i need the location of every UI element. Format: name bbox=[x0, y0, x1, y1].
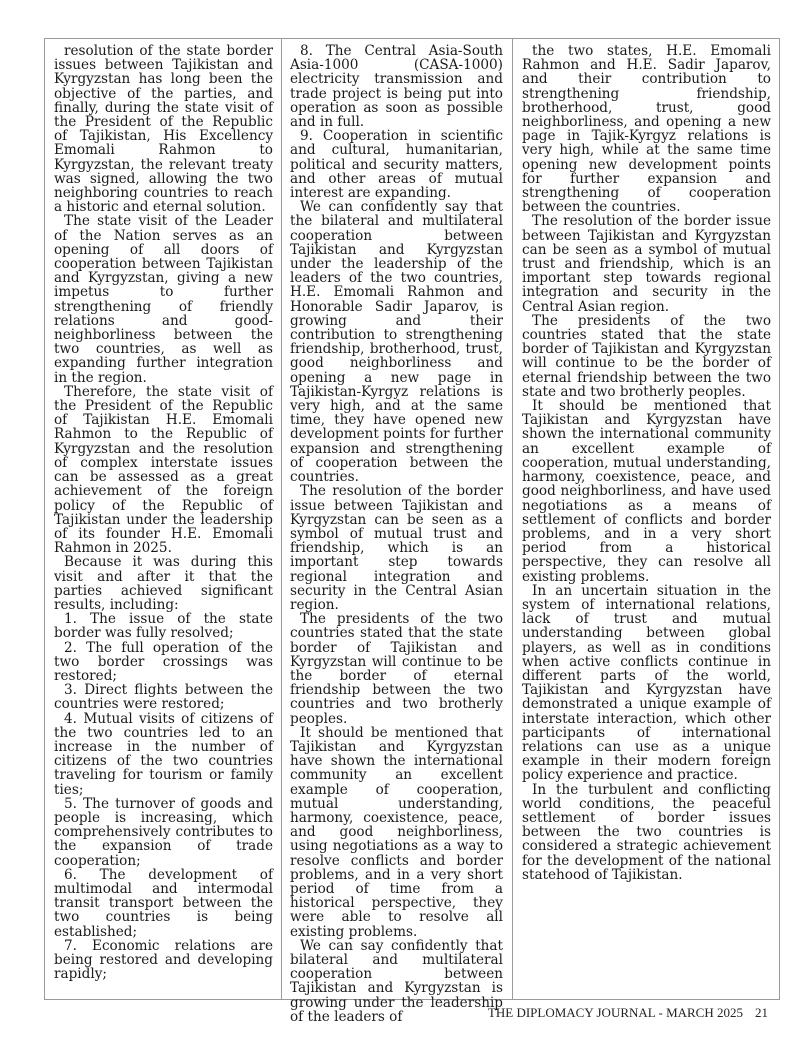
paragraph: 3. Direct flights between the countries were restored; bbox=[54, 682, 273, 713]
page-number: 21 bbox=[755, 1005, 768, 1020]
paragraph: 6. The development of multimodal and intermodal transit transport between the two countries is being established; bbox=[54, 866, 273, 940]
journal-title: THE DIPLOMACY JOURNAL - MARCH 2025 bbox=[487, 1005, 743, 1020]
paragraph: 5. The turnover of goods and people is increasing, which comprehensively contributes to the expansion of trade cooperation; bbox=[54, 795, 273, 869]
paragraph: 8. The Central Asia-South Asia-1000 (CASA-1000) electricity transmission and trade project is being put into operation as soon as possible and in full. bbox=[290, 43, 503, 131]
paragraph: In an uncertain situation in the system of international relations, lack of trust and mutual understanding between global players, as well as in conditions when active conflicts continue in different parts of the world, Tajikistan and Kyrgyzstan have demonstrated a unique example of interstate interaction, which other participants of international relations can use as a unique example in their modern foreign policy experience and practice. bbox=[522, 582, 771, 784]
paragraph: Because it was during this visit and after it that the parties achieved significant results, including: bbox=[54, 554, 273, 613]
text-column-1 bbox=[54, 44, 273, 996]
paragraph: The presidents of the two countries stated that the state border of Tajikistan and Kyrgyzstan will continue to be the border of eternal friendship between the two state and two brotherly peoples. bbox=[522, 312, 771, 400]
paragraph: The presidents of the two countries stated that the state border of Tajikistan and Kyrgyzstan will continue to be the border of eternal friendship between the two countries and two brotherly peoples. bbox=[290, 611, 503, 727]
paragraph: 9. Cooperation in scientific and cultural, humanitarian, political and security matters, and other areas of mutual interest are expanding. bbox=[290, 128, 503, 202]
paragraph: In the turbulent and conflicting world conditions, the peaceful settlement of border issues between the two countries is considered a strategic achievement for the development of the national statehood of Tajikistan. bbox=[522, 781, 771, 883]
paragraph: 4. Mutual visits of citizens of the two countries led to an increase in the number of citizens of the two countries traveling for tourism or family ties; bbox=[54, 710, 273, 798]
paragraph: The resolution of the border issue between Tajikistan and Kyrgyzstan can be seen as a symbol of mutual trust and friendship, which is an important step towards regional integration and security in the Central Asian region. bbox=[522, 213, 771, 315]
paragraph: 7. Economic relations are being restored and developing rapidly; bbox=[54, 937, 273, 983]
paragraph: It should be mentioned that Tajikistan and Kyrgyzstan have shown the international community an excellent example of cooperation, mutual understanding, harmony, coexistence, peace, and good neighborliness, using negotiations as a way to resolve conflicts and border problems, and in a very short period of time from a historical perspective, they were able to resolve all existing problems. bbox=[290, 724, 503, 940]
column-divider bbox=[281, 38, 282, 1000]
paragraph: 1. The issue of the state border was fully resolved; bbox=[54, 611, 273, 642]
paragraph: We can confidently say that the bilateral and multilateral cooperation between Tajikistan and Kyrgyzstan under the leadership of the leaders of the two countries, H.E. Emomali Rahmon and Honorable Sadir Japarov, is growing and their contribution to strengthening friendship, brotherhood, trust, good neighborliness and opening a new page in Tajikistan-Kyrgyz relations is very high, and at the same time, they have opened new development points for further expansion and strengthening of cooperation between the countries. bbox=[290, 199, 504, 486]
page-footer bbox=[488, 1005, 768, 1021]
text-column-3 bbox=[522, 44, 771, 996]
paragraph: 2. The full operation of the two border crossings was restored; bbox=[54, 639, 273, 684]
paragraph: the two states, H.E. Emomali Rahmon and H.E. Sadir Japarov, and their contribution to strengthening friendship, brotherhood, trust, good neighborliness, and opening a new page in Tajik-Kyrgyz relations is very high, while at the same time opening new development points for further expansion and strengthening of cooperation between the countries. bbox=[522, 43, 771, 216]
paragraph: It should be mentioned that Tajikistan and Kyrgyzstan have shown the international community an excellent example of cooperation, mutual understanding, harmony, coexistence, peace, and good neighborliness, and have used negotiations as a means of settlement of conflicts and border problems, and in a very short period from a historical perspective, they can resolve all existing problems. bbox=[522, 398, 771, 585]
column-divider bbox=[512, 38, 513, 1000]
paragraph: We can say confidently that bilateral and multilateral cooperation between Tajikistan and Kyrgyzstan is growing under the leadership of the leaders of bbox=[290, 937, 503, 1025]
paragraph: Therefore, the state visit of the President of the Republic of Tajikistan H.E. Emomali Rahmon to the Republic of Kyrgyzstan and the resolution of complex interstate issues can be assessed as a great achievement of the foreign policy of the Republic of Tajikistan under the leadership of its founder H.E. Emomali Rahmon in 2025. bbox=[54, 383, 273, 557]
paragraph: The state visit of the Leader of the Nation serves as an opening of all doors of cooperation between Tajikistan and Kyrgyzstan, giving a new impetus to further strengthening of friendly relations and good-neighborliness between the two countries, as well as expanding further integration in the region. bbox=[54, 213, 273, 386]
paragraph: resolution of the state border issues between Tajikistan and Kyrgyzstan has long been the objective of the parties, and finally, during the state visit of the President of the Republic of Tajikistan, His Excellency Emomali Rahmon to Kyrgyzstan, the relevant treaty was signed, allowing the two neighboring countries to reach a historic and eternal solution. bbox=[54, 43, 273, 216]
paragraph: The resolution of the border issue between Tajikistan and Kyrgyzstan can be seen as a symbol of mutual trust and friendship, which is an important step towards regional integration and security in the Central Asian region. bbox=[290, 483, 503, 613]
text-column-2 bbox=[290, 43, 504, 1025]
